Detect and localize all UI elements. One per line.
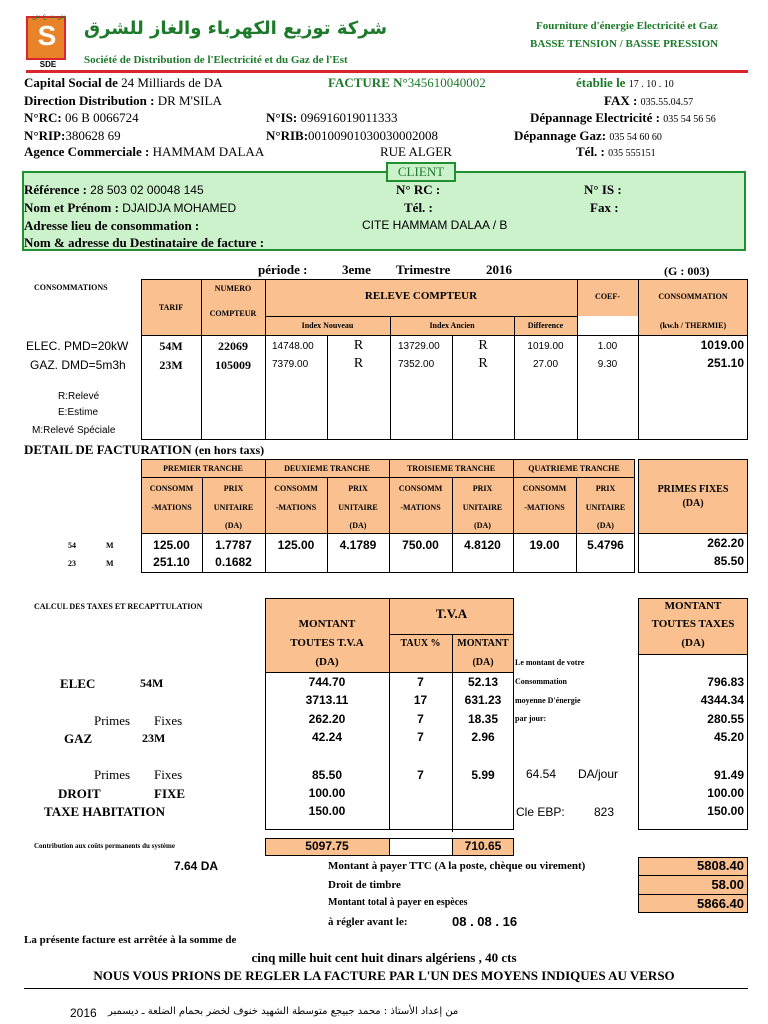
destinataire-label: Nom & adresse du Destinataire de facture :: [24, 235, 265, 250]
legend-releve: R:Relevé: [58, 391, 100, 402]
periode-label: période :: [258, 262, 308, 277]
header-right-2: BASSE TENSION / BASSE PRESSION: [530, 38, 719, 50]
recap-tva: 52.13: [467, 675, 499, 689]
conso-nouveau: 14748.00: [272, 341, 314, 352]
primes-title: PRIMES FIXES: [657, 484, 729, 495]
sub-prix: PRIX: [472, 484, 493, 493]
label-taxe-habitation: TAXE HABITATION: [44, 804, 165, 819]
client-nrc-label: N° RC :: [396, 182, 441, 197]
recap-tva: 5.99: [471, 768, 495, 782]
sub-mations: -MATIONS: [400, 503, 441, 512]
detail-p2: 4.1789: [339, 538, 377, 552]
rib-label: N°RIB:: [266, 128, 309, 143]
nom-label: Nom et Prénom :: [24, 200, 119, 215]
arretee-text: La présente facture est arrêtée à la somme de: [24, 934, 237, 946]
detail-vline-2: [265, 459, 266, 573]
sub-da: (DA): [225, 521, 242, 530]
detail-primes: 262.20: [707, 536, 744, 550]
conso-ar: R: [478, 338, 488, 353]
nis-line: [266, 110, 398, 126]
recap-ht: 42.24: [311, 730, 343, 744]
conso-diff: 1019.00: [527, 341, 564, 352]
tel-line: [576, 144, 656, 160]
detail-title: [24, 442, 264, 458]
detail-p1: 0.1682: [215, 555, 252, 569]
tranche-4: QUATRIEME TRANCHE: [528, 464, 620, 473]
recap-ht: 744.70: [308, 675, 346, 689]
detail-primes: 85.50: [713, 554, 744, 568]
timbre-label: Droit de timbre: [328, 879, 401, 891]
detail-p4: 5.4796: [587, 538, 624, 552]
contrib-value: 7.64 DA: [174, 859, 219, 873]
logo-mark: S: [37, 20, 57, 51]
taxes-title: CALCUL DES TAXES ET RECAPTTULATION: [34, 602, 203, 611]
label-elec: ELEC: [60, 676, 96, 691]
h-numero-1: NUMERO: [214, 284, 252, 293]
periode-trimestre: Trimestre: [396, 262, 451, 277]
h-index-ancien: Index Ancien: [429, 321, 475, 330]
recap-ttc: 100.00: [707, 786, 744, 800]
reference-label: Référence :: [24, 182, 87, 197]
recap-ht: 100.00: [308, 786, 346, 800]
sub-unitaire: UNITAIRE: [213, 503, 254, 512]
detail-code: 23: [68, 559, 76, 568]
h-releve: RELEVE COMPTEUR: [364, 290, 478, 302]
recap-hline-2: [265, 672, 514, 673]
capital-label: Capital Social de: [24, 75, 118, 90]
agence-label: Agence Commerciale :: [24, 144, 150, 159]
especes-amount: 5866.40: [697, 896, 744, 911]
sub-prix: PRIX: [348, 484, 368, 493]
sub-consomm: CONSOMM: [274, 484, 318, 493]
h-tva-montant: MONTANT: [457, 638, 509, 649]
conso-hline-2: [141, 335, 748, 336]
sub-mations: -MATIONS: [524, 503, 565, 512]
total-ht: 5097.75: [305, 839, 349, 853]
nom-value: DJAIDJA MOHAMED: [122, 201, 237, 215]
logo-small-ar: ش ت ع ش: [32, 13, 66, 20]
detail-p1: 1.7787: [215, 538, 252, 552]
depannage-gaz-value: 035 54 60 60: [609, 132, 662, 143]
conso-hline-1: [265, 316, 577, 317]
recap-tva: 631.23: [464, 693, 502, 707]
detail-c4: 19.00: [529, 538, 560, 552]
conso-nr: R: [353, 356, 364, 371]
detail-vline-6: [513, 459, 514, 573]
conso-vline-2: [265, 279, 266, 440]
depannage-elec-line: [530, 110, 716, 126]
recap-ttc: 150.00: [707, 804, 744, 818]
conso-ar: R: [478, 356, 488, 371]
label-droit: DROIT: [58, 786, 101, 801]
conso-row-label: ELEC. PMD=20kW: [26, 339, 129, 353]
h-difference: Difference: [527, 321, 564, 330]
footer-rule: [24, 988, 748, 989]
somme-lettres: cinq mille huit cent huit dinars algériens , 40 cts: [251, 950, 517, 965]
detail-c1: 251.10: [153, 555, 190, 569]
prions-text: NOUS VOUS PRIONS DE REGLER LA FACTURE PAR L'UN DES MOYENS INDIQUES AU VERSO: [93, 968, 675, 983]
recap-taux: 7: [417, 730, 424, 744]
primes-hline: [638, 533, 748, 534]
conso-nr: R: [353, 338, 364, 353]
recap-ttc: 91.49: [713, 768, 744, 782]
primes-da: (DA): [682, 498, 704, 509]
adresse-label: Adresse lieu de consommation :: [24, 218, 200, 233]
detail-hline-2: [141, 533, 635, 534]
conso-ancien: 7352.00: [398, 359, 435, 370]
toutes-taxes-hline: [638, 654, 748, 655]
detail-p3: 4.8120: [464, 538, 501, 552]
reference-value: 28 503 02 00048 145: [90, 183, 204, 197]
periode-value: 3eme: [342, 262, 371, 277]
conso-coef: 1.00: [597, 341, 618, 352]
client-reference: [24, 182, 204, 198]
detail-title-text: DETAIL DE FACTURATION: [24, 442, 192, 457]
etablie-value: 17 . 10 . 10: [628, 79, 674, 90]
conso-numero: 22069: [218, 339, 248, 353]
sde-logo: [26, 16, 66, 60]
conso-value: 1019.00: [700, 338, 744, 352]
periode-year: 2016: [486, 262, 512, 277]
h-montant-da: (DA): [315, 656, 339, 668]
detail-c2: 125.00: [277, 538, 315, 552]
h-tt-2: TOUTES TAXES: [651, 618, 735, 630]
label-fixes-gaz: Fixes: [154, 767, 183, 782]
legend-speciale: M:Relevé Spéciale: [32, 425, 116, 436]
etablie-label: établie le: [576, 75, 626, 90]
conso-coef: 9.30: [597, 359, 618, 370]
conso-row-label: GAZ. DMD=5m3h: [30, 358, 126, 372]
client-nom: [24, 200, 236, 216]
label-fixe: FIXE: [154, 786, 186, 801]
h-coef: COEF-: [595, 292, 620, 301]
tranche-3: TROISIEME TRANCHE: [406, 464, 496, 473]
conso-vline-4: [390, 316, 391, 440]
h-consommation: CONSOMMATION: [658, 292, 728, 301]
rip-value: 380628 69: [65, 128, 121, 143]
conso-numero: 105009: [215, 358, 251, 372]
header-rule: [26, 70, 748, 73]
client-title: CLIENT: [386, 162, 456, 182]
agence-value: HAMMAM DALAA: [152, 144, 265, 159]
conso-tarif: 54M: [159, 339, 183, 353]
nis-value: 096916019011333: [300, 110, 398, 125]
agence-street: RUE ALGER: [380, 144, 452, 159]
recap-ht: 150.00: [308, 804, 346, 818]
logo-text: SDE: [39, 60, 57, 69]
sub-consomm: CONSOMM: [149, 484, 194, 493]
h-numero-2: COMPTEUR: [209, 309, 257, 318]
label-gaz: GAZ: [64, 731, 93, 746]
label-fixes-elec: Fixes: [154, 713, 183, 728]
h-montant-1: MONTANT: [298, 618, 356, 630]
h-tva-da: (DA): [472, 657, 494, 668]
note-line-4: par jour:: [515, 714, 547, 723]
h-taux: TAUX %: [400, 638, 441, 649]
sub-da: (DA): [349, 521, 367, 530]
label-primes-elec: Primes: [94, 713, 131, 728]
client-fax-label: Fax :: [590, 200, 619, 215]
recap-taux: 7: [417, 768, 424, 782]
rc-value: 06 B 0066724: [64, 110, 139, 125]
h-unit: (kw.h / THERMIE): [659, 321, 727, 330]
note-line-3: moyenne D'énergie: [515, 696, 581, 705]
sub-prix: PRIX: [595, 484, 616, 493]
sub-unitaire: UNITAIRE: [462, 503, 503, 512]
detail-vline-4: [389, 459, 390, 573]
detail-code: 54: [68, 541, 76, 550]
depannage-elec-value: 035 54 56 56: [663, 114, 716, 125]
regler-date: 08 . 08 . 16: [452, 914, 518, 929]
recap-taux: 7: [417, 675, 424, 689]
ttc-label: Montant à payer TTC (A la poste, chèque ou virement): [328, 860, 586, 872]
sub-mations: -MATIONS: [151, 503, 192, 512]
perday-unit: DA/jour: [578, 767, 619, 781]
totals-vline-1: [389, 838, 390, 856]
detail-m: M: [106, 541, 114, 550]
header-right-1: Fourniture d'énergie Electricité et Gaz: [536, 20, 718, 32]
fax-value: 035.55.04.57: [640, 97, 694, 108]
direction-line: [24, 93, 222, 109]
h-montant-2: TOUTES T.V.A: [290, 637, 364, 649]
conso-vline-6: [514, 316, 515, 440]
tel-value: 035 555151: [608, 148, 656, 159]
h-tarif: TARIF: [158, 303, 184, 312]
conso-diff: 27.00: [532, 359, 559, 370]
contrib-label: Contribution aux coûts permanents du système: [34, 842, 175, 850]
rib-line: [266, 128, 438, 144]
agence-line: [24, 144, 264, 160]
company-fr: Société de Distribution de l'Electricité et du Gaz de l'Est: [84, 54, 348, 66]
conso-ancien: 13729.00: [398, 341, 440, 352]
ttc-amount: 5808.40: [697, 858, 744, 873]
pay-hline-1: [638, 875, 748, 876]
timbre-amount: 58.00: [711, 877, 744, 892]
tranche-2: DEUXIEME TRANCHE: [284, 464, 370, 473]
facture-label: FACTURE N°: [328, 75, 408, 90]
client-tel-label: Tél. :: [404, 200, 433, 215]
h-tt-da: (DA): [681, 637, 705, 649]
periode-g: (G : 003): [664, 264, 710, 278]
recap-taux: 7: [417, 712, 424, 726]
sub-unitaire: UNITAIRE: [585, 503, 626, 512]
pay-hline-2: [638, 894, 748, 895]
company-ar: شركة توزيع الكهرباء والغاز للشرق: [84, 18, 388, 39]
nis-label: N°IS:: [266, 110, 298, 125]
recap-tva: 18.35: [467, 712, 499, 726]
client-nis-label: N° IS :: [584, 182, 622, 197]
regler-label: à régler avant le:: [328, 916, 408, 928]
h-index-nouveau: Index Nouveau: [301, 321, 354, 330]
facture-number: [328, 75, 486, 91]
fax-label: FAX :: [604, 93, 638, 108]
recap-ttc: 4344.34: [700, 693, 744, 707]
conso-tarif: 23M: [159, 358, 183, 372]
conso-value: 251.10: [707, 356, 744, 370]
direction-label: Direction Distribution :: [24, 93, 155, 108]
adresse-value: CITE HAMMAM DALAA / B: [362, 218, 508, 232]
recap-ht: 262.20: [308, 712, 346, 726]
rip-label: N°RIP:: [24, 128, 66, 143]
detail-subtitle: (en hors taxs): [194, 443, 265, 457]
note-line-1: Le montant de votre: [515, 658, 585, 667]
h-tt-1: MONTANT: [664, 600, 722, 612]
tranche-1: PREMIER TRANCHE: [163, 464, 243, 473]
label-primes-gaz: Primes: [94, 767, 131, 782]
recap-ttc: 796.83: [707, 675, 744, 689]
direction-value: DR M'SILA: [157, 93, 222, 108]
recap-ttc: 280.55: [707, 712, 744, 726]
detail-hline-1: [141, 477, 635, 478]
capital-value: 24 Milliards de DA: [121, 75, 223, 90]
conso-nouveau: 7379.00: [272, 359, 309, 370]
depannage-gaz-line: [514, 128, 662, 144]
recap-taux: 17: [413, 693, 428, 707]
capital-line: [24, 75, 223, 91]
rip-line: [24, 128, 121, 144]
rib-value: 00100901030030002008: [308, 128, 439, 143]
cle-ebp-label: Cle EBP:: [516, 805, 565, 819]
detail-c1: 125.00: [153, 538, 190, 552]
recap-ht: 85.50: [311, 768, 343, 782]
recap-ht: 3713.11: [305, 693, 349, 707]
fax-line: [604, 93, 693, 109]
etablie-line: [576, 75, 674, 91]
tel-label: Tél. :: [576, 144, 605, 159]
perday-value: 64.54: [526, 767, 557, 781]
note-line-2: Consommation: [515, 677, 568, 686]
sub-consomm: CONSOMM: [398, 484, 443, 493]
recap-hline-1: [389, 634, 514, 635]
h-tva: T.V.A: [435, 606, 468, 621]
credit-year: 2016: [70, 1006, 97, 1020]
rc-label: N°RC:: [24, 110, 62, 125]
depannage-elec-label: Dépannage Electricité :: [530, 110, 660, 125]
credit-ar: من إعداد الأستاذ : محمد جبيجع متوسطة الشهيد خنوف لخضر بحمام الضلعة ـ ديسمبر: [108, 1006, 459, 1017]
conso-title: CONSOMMATIONS: [34, 283, 108, 292]
total-tva: 710.65: [464, 839, 502, 853]
label-elec-tarif: 54M: [140, 676, 164, 690]
depannage-gaz-label: Dépannage Gaz:: [514, 128, 607, 143]
sub-consomm: CONSOMM: [522, 484, 567, 493]
especes-label: Montant total à payer en espèces: [328, 897, 468, 908]
recap-tva: 2.96: [471, 730, 495, 744]
cle-ebp-value: 823: [594, 805, 615, 819]
sub-prix: PRIX: [223, 484, 244, 493]
detail-m: M: [106, 559, 114, 568]
sub-unitaire: UNITAIRE: [338, 503, 378, 512]
facture-value: 345610040002: [407, 75, 486, 90]
sub-da: (DA): [474, 521, 491, 530]
sub-mations: -MATIONS: [275, 503, 317, 512]
legend-estime: E:Estime: [58, 407, 99, 418]
label-gaz-tarif: 23M: [142, 731, 166, 745]
sub-da: (DA): [597, 521, 614, 530]
rc-line: [24, 110, 139, 126]
recap-ttc: 45.20: [713, 730, 744, 744]
detail-c3: 750.00: [402, 538, 439, 552]
